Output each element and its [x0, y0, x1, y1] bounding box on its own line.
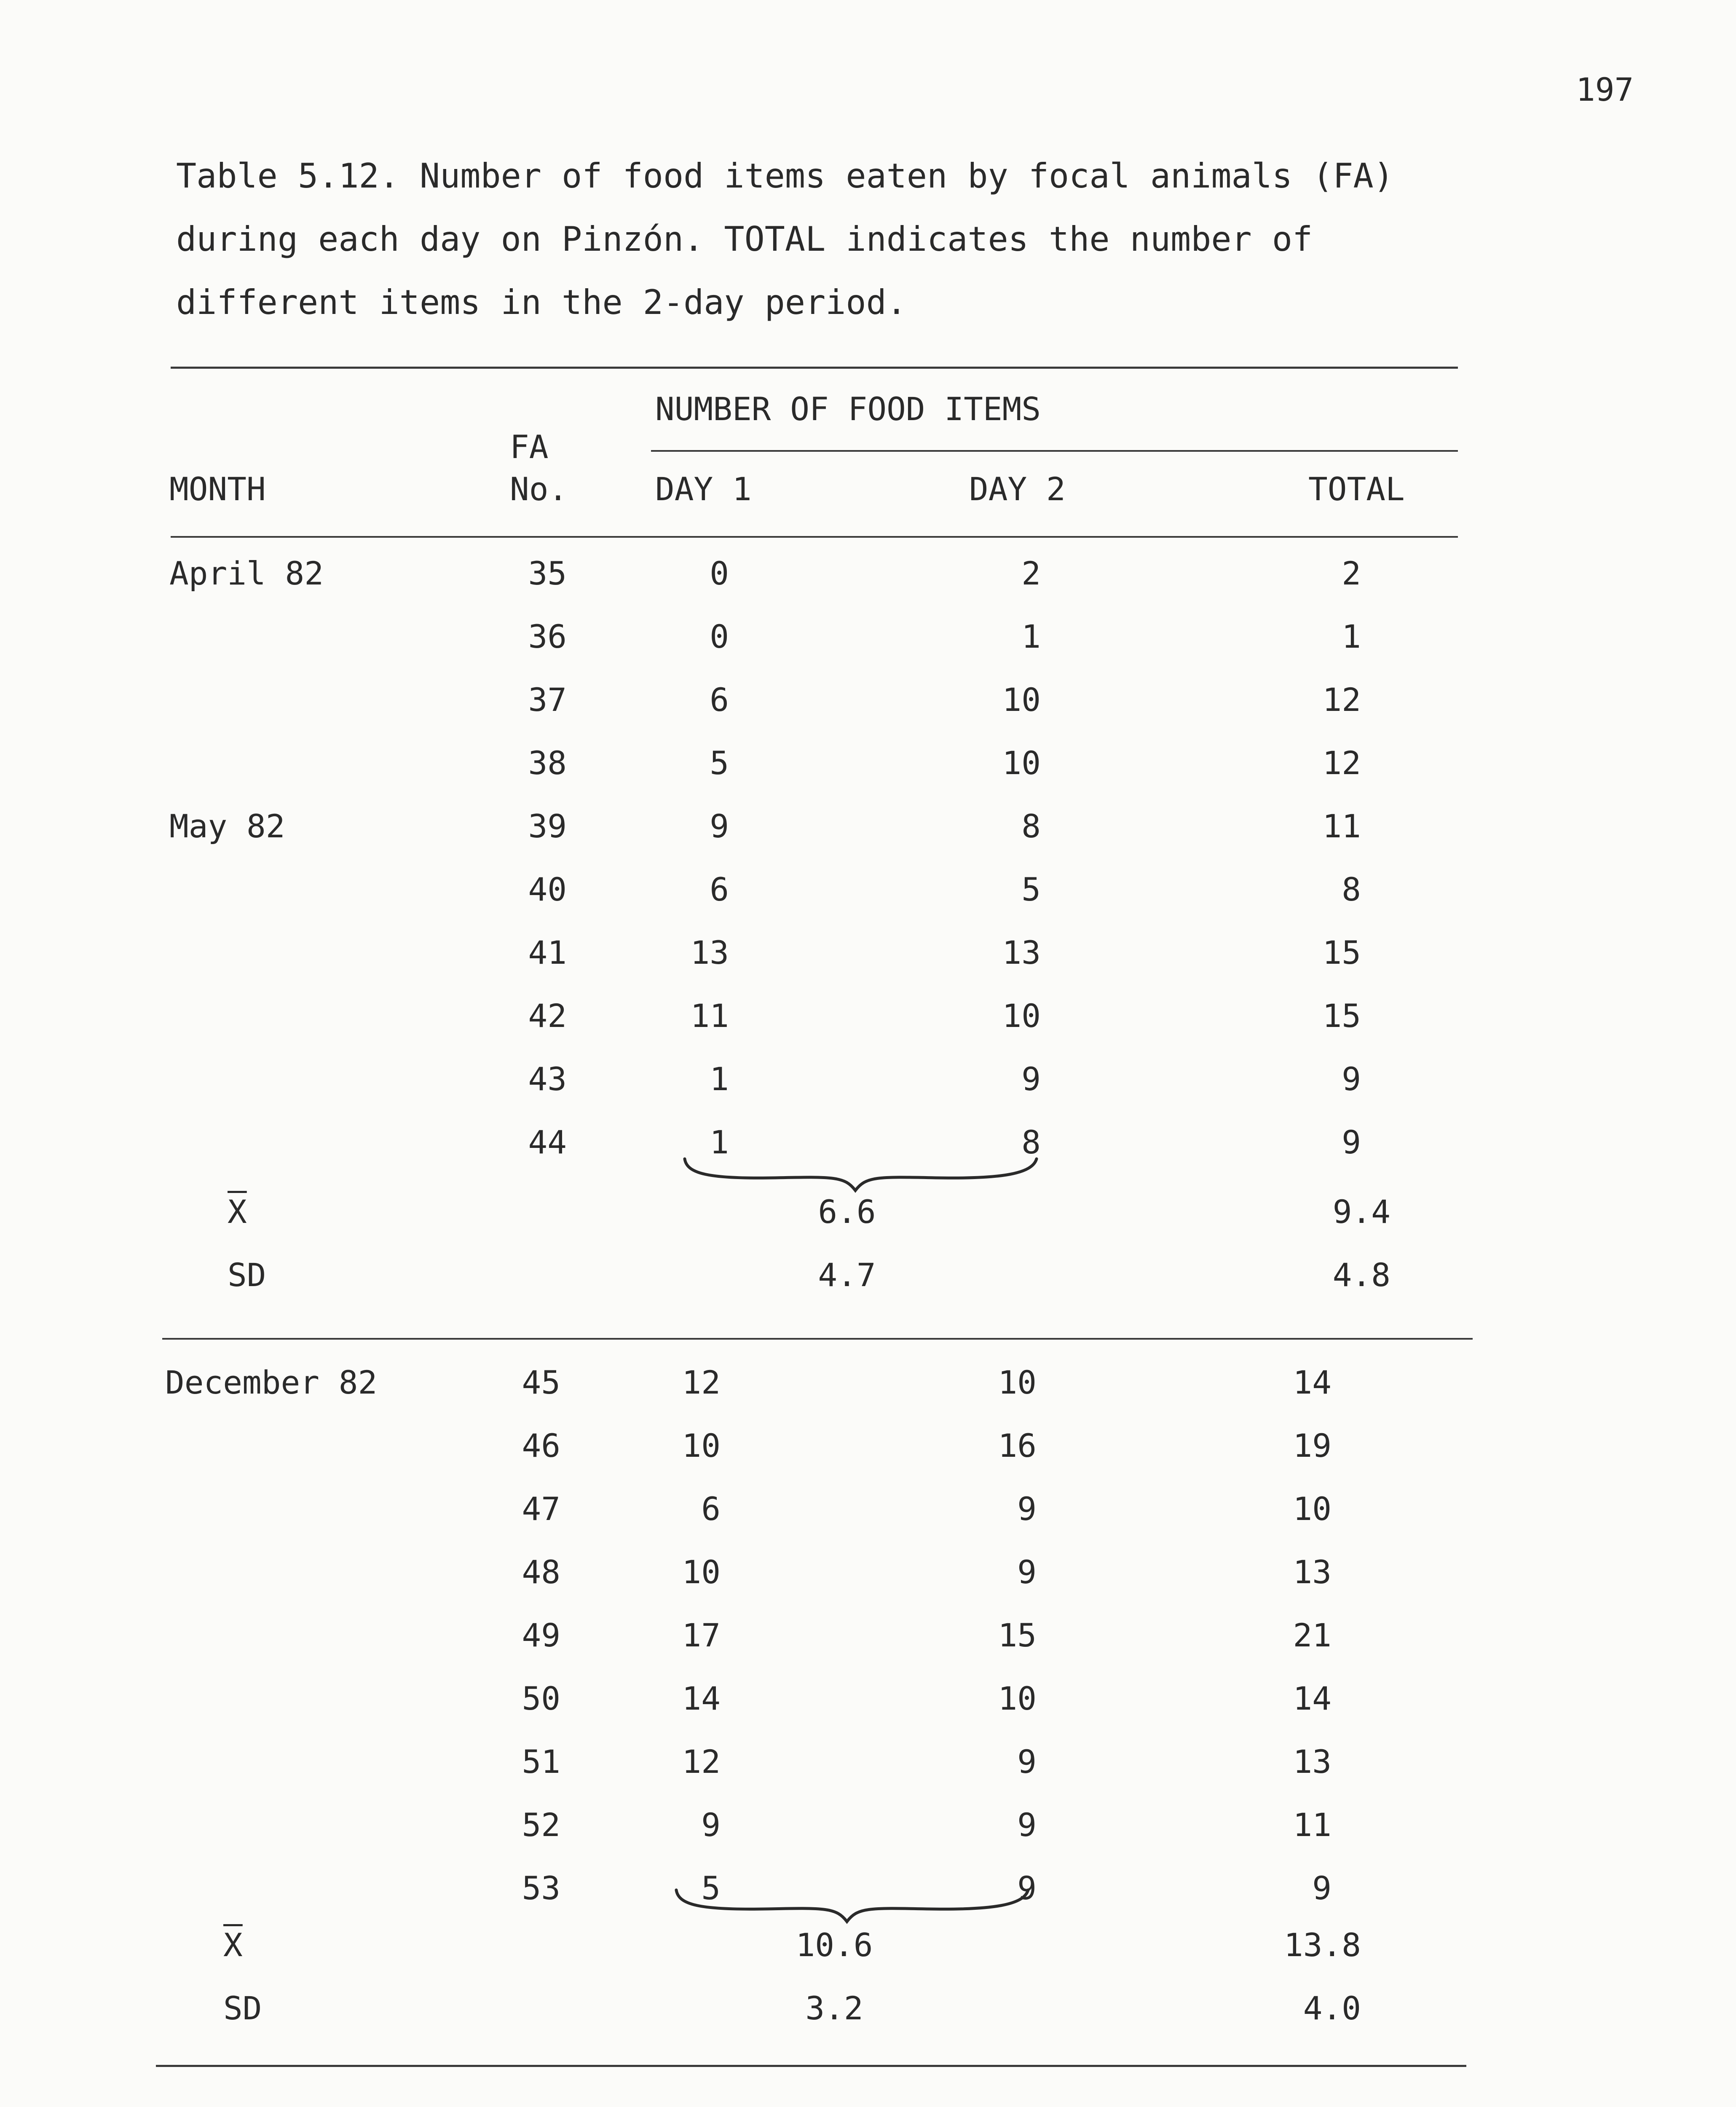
- cell-total: 13: [1293, 1553, 1331, 1591]
- cell-day2: 9: [1017, 1869, 1037, 1907]
- cell-day1: 12: [682, 1364, 721, 1401]
- header-day1: DAY 1: [655, 470, 752, 508]
- cell-day1: 9: [701, 1806, 721, 1844]
- cell-total: 8: [1342, 871, 1361, 908]
- cell-fa-no: 35: [528, 555, 567, 592]
- cell-day2: 9: [1017, 1743, 1037, 1780]
- mean-days-2: 10.6: [796, 1926, 873, 1964]
- cell-day2: 10: [1002, 744, 1041, 782]
- brace-section-1: [683, 1155, 1045, 1201]
- mean-days-1: 6.6: [818, 1193, 876, 1230]
- cell-total: 14: [1293, 1680, 1331, 1717]
- cell-day1: 6: [710, 681, 729, 718]
- header-fa-line2: No.: [510, 470, 568, 508]
- cell-month: April 82: [169, 555, 324, 592]
- cell-fa-no: 37: [528, 681, 567, 718]
- cell-fa-no: 44: [528, 1123, 567, 1161]
- cell-fa-no: 40: [528, 871, 567, 908]
- cell-day2: 16: [998, 1427, 1037, 1464]
- cell-day2: 5: [1021, 871, 1041, 908]
- cell-day2: 9: [1021, 1060, 1041, 1098]
- cell-day2: 9: [1017, 1490, 1037, 1528]
- header-fa-line1: FA: [510, 428, 549, 466]
- section-divider-rule: [162, 1338, 1473, 1340]
- cell-fa-no: 43: [528, 1060, 567, 1098]
- cell-total: 12: [1322, 744, 1361, 782]
- cell-fa-no: 49: [522, 1616, 560, 1654]
- header-total: TOTAL: [1308, 470, 1405, 508]
- cell-total: 15: [1322, 997, 1361, 1035]
- cell-day2: 8: [1021, 1123, 1041, 1161]
- header-day2: DAY 2: [969, 470, 1066, 508]
- cell-day1: 10: [682, 1427, 721, 1464]
- mean-total-1: 9.4: [1332, 1193, 1390, 1230]
- cell-day2: 10: [1002, 681, 1041, 718]
- cell-total: 9: [1342, 1060, 1361, 1098]
- mean-label-2: $\overline{X}$: [223, 1926, 243, 1964]
- cell-day2: 8: [1021, 807, 1041, 845]
- sd-days-2: 3.2: [805, 1989, 863, 2027]
- sd-days-1: 4.7: [818, 1256, 876, 1294]
- header-group-label: NUMBER OF FOOD ITEMS: [655, 390, 1041, 428]
- caption-line-1: Table 5.12. Number of food items eaten by focal animals (FA): [176, 156, 1394, 196]
- cell-day1: 9: [710, 807, 729, 845]
- cell-day1: 1: [710, 1060, 729, 1098]
- table-top-rule: [171, 367, 1458, 369]
- cell-fa-no: 42: [528, 997, 567, 1035]
- cell-day2: 2: [1021, 555, 1041, 592]
- cell-total: 13: [1293, 1743, 1331, 1780]
- cell-day1: 17: [682, 1616, 721, 1654]
- cell-fa-no: 51: [522, 1743, 560, 1780]
- cell-total: 15: [1322, 934, 1361, 971]
- cell-day2: 10: [998, 1680, 1037, 1717]
- cell-total: 10: [1293, 1490, 1331, 1528]
- cell-day2: 9: [1017, 1806, 1037, 1844]
- header-group-rule: [651, 450, 1458, 452]
- cell-total: 19: [1293, 1427, 1331, 1464]
- cell-day2: 13: [1002, 934, 1041, 971]
- cell-day1: 10: [682, 1553, 721, 1591]
- sd-label-1: SD: [228, 1256, 266, 1294]
- cell-total: 21: [1293, 1616, 1331, 1654]
- cell-day2: 9: [1017, 1553, 1037, 1591]
- cell-total: 12: [1322, 681, 1361, 718]
- cell-fa-no: 53: [522, 1869, 560, 1907]
- cell-day1: 6: [701, 1490, 721, 1528]
- cell-day1: 13: [690, 934, 729, 971]
- cell-fa-no: 52: [522, 1806, 560, 1844]
- cell-total: 11: [1322, 807, 1361, 845]
- cell-fa-no: 47: [522, 1490, 560, 1528]
- cell-total: 2: [1342, 555, 1361, 592]
- sd-total-2: 4.0: [1303, 1989, 1361, 2027]
- table-bottom-rule: [156, 2065, 1466, 2067]
- cell-day1: 14: [682, 1680, 721, 1717]
- sd-total-1: 4.8: [1332, 1256, 1390, 1294]
- cell-day1: 0: [710, 618, 729, 655]
- cell-day2: 1: [1021, 618, 1041, 655]
- brace-section-2: [674, 1886, 1037, 1932]
- cell-fa-no: 45: [522, 1364, 560, 1401]
- cell-fa-no: 41: [528, 934, 567, 971]
- cell-day1: 1: [710, 1123, 729, 1161]
- cell-fa-no: 46: [522, 1427, 560, 1464]
- cell-day1: 11: [690, 997, 729, 1035]
- page-number: 197: [1576, 71, 1634, 108]
- cell-day1: 5: [701, 1869, 721, 1907]
- cell-day2: 10: [1002, 997, 1041, 1035]
- cell-day1: 6: [710, 871, 729, 908]
- cell-day1: 0: [710, 555, 729, 592]
- cell-day2: 10: [998, 1364, 1037, 1401]
- cell-total: 14: [1293, 1364, 1331, 1401]
- cell-fa-no: 38: [528, 744, 567, 782]
- cell-total: 11: [1293, 1806, 1331, 1844]
- cell-day1: 12: [682, 1743, 721, 1780]
- header-bottom-rule: [171, 536, 1458, 538]
- cell-fa-no: 48: [522, 1553, 560, 1591]
- cell-month: December 82: [165, 1364, 378, 1401]
- caption-line-2: during each day on Pinzón. TOTAL indicates the number of: [176, 220, 1313, 259]
- cell-total: 9: [1312, 1869, 1331, 1907]
- cell-month: May 82: [169, 807, 285, 845]
- cell-day2: 15: [998, 1616, 1037, 1654]
- caption-line-3: different items in the 2-day period.: [176, 283, 907, 322]
- cell-day1: 5: [710, 744, 729, 782]
- cell-total: 9: [1342, 1123, 1361, 1161]
- cell-total: 1: [1342, 618, 1361, 655]
- cell-fa-no: 36: [528, 618, 567, 655]
- mean-label-1: $\overline{X}$: [228, 1193, 247, 1230]
- sd-label-2: SD: [223, 1989, 262, 2027]
- mean-total-2: 13.8: [1283, 1926, 1361, 1964]
- cell-fa-no: 50: [522, 1680, 560, 1717]
- cell-fa-no: 39: [528, 807, 567, 845]
- header-month: MONTH: [169, 470, 266, 508]
